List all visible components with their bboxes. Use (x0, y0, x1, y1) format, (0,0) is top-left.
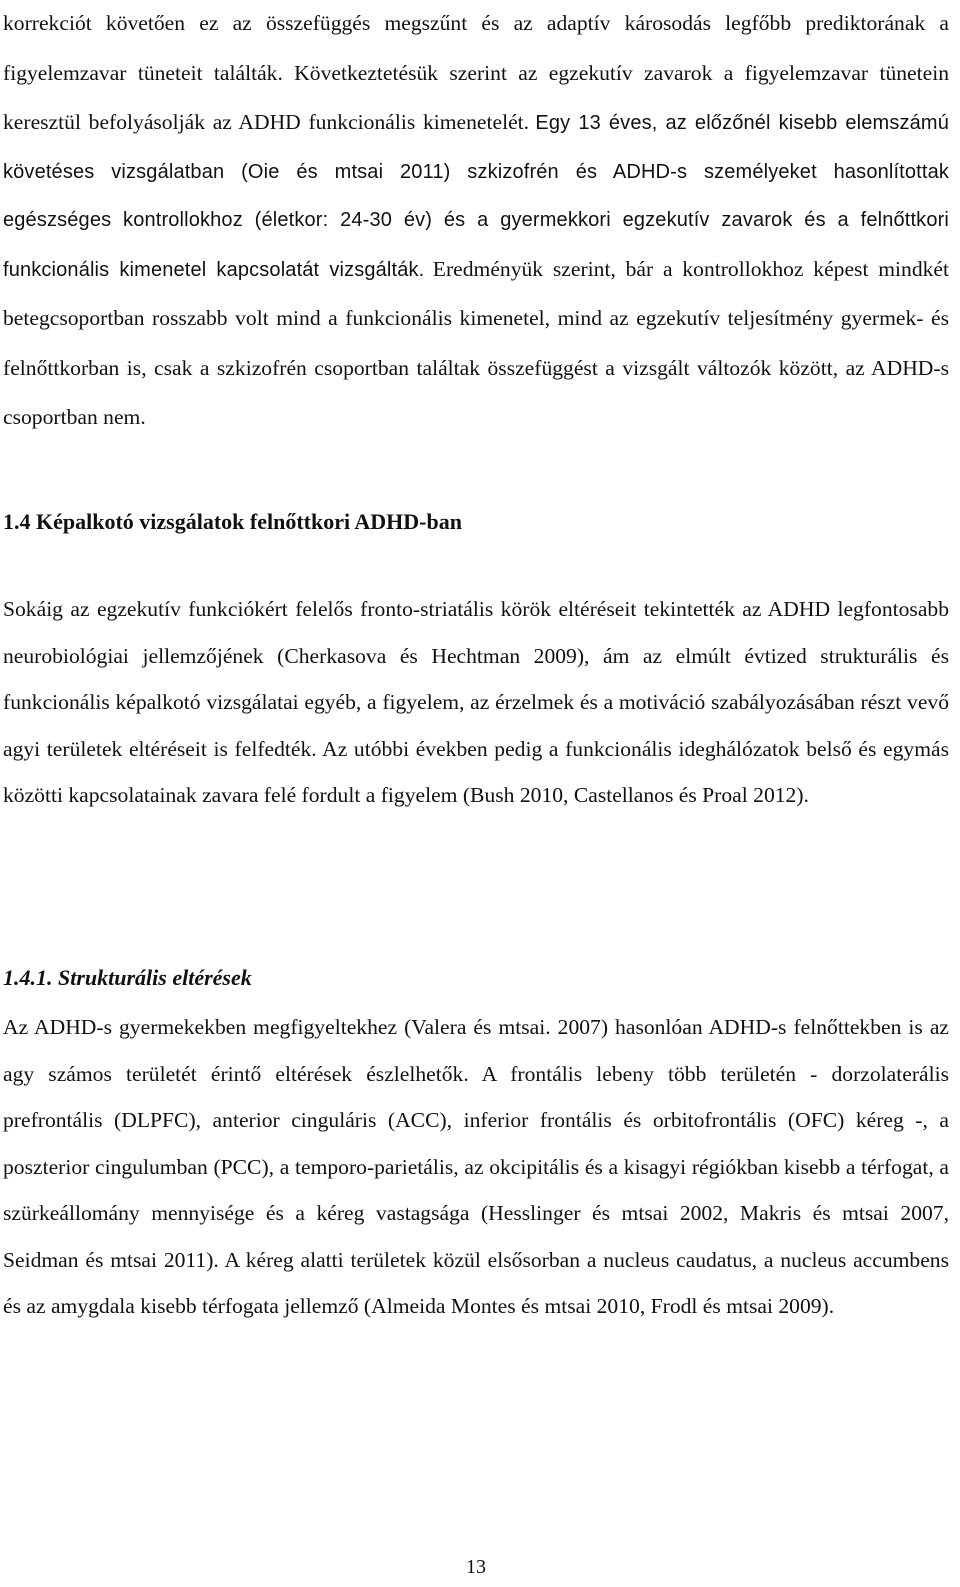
paragraph-structural-differences: Az ADHD-s gyermekekben megfigyeltekhez (Valera és mtsai. 2007) hasonlóan ADHD-s felnőttekben is az agy számos területét érintő eltérések észlelhetők. A frontális lebeny több területén - dorzolaterális prefrontális (DLPFC), anterior cinguláris (ACC), inferior frontális és orbitofrontális (OFC) kéreg -, a poszterior cingulumban (PCC), a temporo-parietális, az okcipitális és a kisagyi régiókban kisebb a térfogat, a szürkeállomány mennyisége és a kéreg vastagsága (Hesslinger és mtsai 2002, Makris és mtsai 2007, Seidman és mtsai 2011). A kéreg alatti területek közül elsősorban a nucleus caudatus, a nucleus accumbens és az amygdala kisebb térfogata jellemző (Almeida Montes és mtsai 2010, Frodl és mtsai 2009). (3, 1015, 949, 1318)
paragraph-segment: Egy 13 éves, az előzőnél kisebb elemszámú követéses vizsgálatban (Oie és mtsai 2011) szkizofrén és ADHD-s személyeket hasonlítottak egészséges kontrollokhoz (életkor: 24-30 év) és a gyermekkori egzekutív zavarok és a felnőttkori funkcionális kimenetel kapcsolatát vizsgálták. (3, 112, 949, 281)
section-heading: 1.4 Képalkotó vizsgálatok felnőttkori ADHD-ban (3, 509, 462, 534)
subsection-heading: 1.4.1. Strukturális eltérések (3, 965, 252, 990)
page-number: 13 (466, 1556, 486, 1578)
paragraph-imaging-overview: Sokáig az egzekutív funkciókért felelős fronto-striatális körök eltéréseit tekintették az ADHD legfontosabb neurobiológiai jellemzőjének (Cherkasova és Hechtman 2009), ám az elmúlt évtized strukturális és funkcionális képalkotó vizsgálatai egyéb, a figyelem, az érzelmek és a motiváció szabályozásában részt vevő agyi területek eltéréseit is felfedték. Az utóbbi években pedig a funkcionális ideghálózatok belső és egymás közötti kapcsolatainak zavara felé fordult a figyelem (Bush 2010, Castellanos és Proal 2012). (3, 597, 949, 807)
paragraph-segment: Eredményük szerint, bár a kontrollokhoz képest mindkét betegcsoportban rosszabb volt mind a funkcionális kimenetel, mind az egzekutív teljesítmény gyermek- és felnőttkorban is, csak a szkizofrén csoportban találtak összefüggést a vizsgált változók között, az ADHD-s csoportban nem. (3, 256, 950, 429)
paragraph-executive-dysfunction-followup (3, 0, 949, 444)
paragraph-segment: korrekciót követően ez az összefüggés megszűnt és az adaptív károsodás legfőbb prediktorának a figyelemzavar tüneteit találták. Következtetésük szerint az egzekutív zavarok a figyelemzavar tünetein keresztül befolyásolják az ADHD funkcionális kimenetelét. (3, 11, 949, 134)
